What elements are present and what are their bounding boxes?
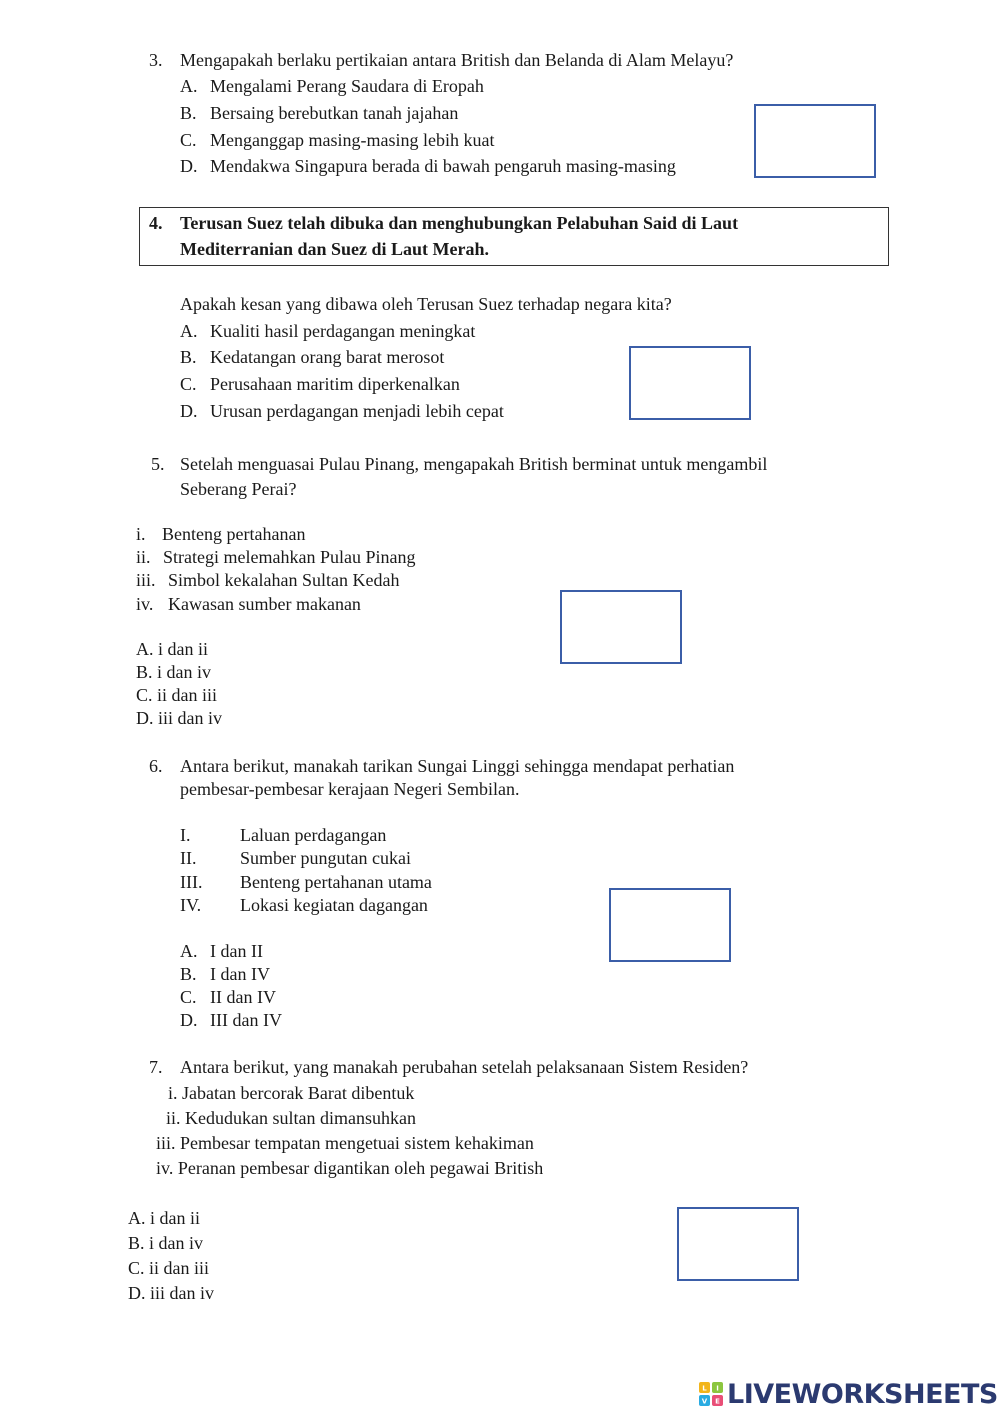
statement-text: Benteng pertahanan utama (240, 872, 432, 892)
answer-box-q7[interactable] (677, 1207, 799, 1281)
answer-box-q6[interactable] (609, 888, 731, 962)
liveworksheets-logo (699, 1377, 998, 1411)
option-letter: C. (180, 374, 197, 394)
svg-text:V: V (701, 1397, 708, 1406)
option-text: A. i dan ii (128, 1208, 200, 1228)
svg-text:I: I (716, 1384, 719, 1393)
svg-text:L: L (702, 1384, 707, 1393)
statement-roman: iv. (136, 594, 154, 614)
option-text: Urusan perdagangan menjadi lebih cepat (210, 401, 504, 421)
option-text: II dan IV (210, 987, 276, 1007)
option-letter: C. (180, 130, 197, 150)
svg-text:E: E (715, 1397, 720, 1406)
option-letter: B. (180, 347, 197, 367)
live-badge-icon (699, 1382, 723, 1406)
answer-box-q4[interactable] (629, 346, 751, 420)
statement-roman: i. (136, 524, 146, 544)
statement-text: Lokasi kegiatan dagangan (240, 895, 428, 915)
question-number: 7. (149, 1057, 163, 1077)
statement-text: Benteng pertahanan (162, 524, 306, 544)
option-letter: B. (180, 103, 197, 123)
option-text: B. i dan iv (128, 1233, 203, 1253)
option-text: Kualiti hasil perdagangan meningkat (210, 321, 476, 341)
option-text: D. iii dan iv (136, 708, 222, 728)
question-text: pembesar-pembesar kerajaan Negeri Sembilan. (180, 779, 520, 799)
option-text: I dan IV (210, 964, 270, 984)
statement-roman: ii. (136, 547, 151, 567)
option-letter: A. (180, 76, 198, 96)
question-text: Setelah menguasai Pulau Pinang, mengapakah British berminat untuk mengambil (180, 454, 768, 474)
stimulus-text: Terusan Suez telah dibuka dan menghubungkan Pelabuhan Said di Laut (180, 213, 739, 233)
statement-roman: iii. (136, 570, 156, 590)
option-text: Perusahaan maritim diperkenalkan (210, 374, 460, 394)
statement-text: iv. Peranan pembesar digantikan oleh pegawai British (156, 1158, 544, 1178)
statement-text: Simbol kekalahan Sultan Kedah (168, 570, 400, 590)
option-text: C. ii dan iii (128, 1258, 209, 1278)
statement-text: Sumber pungutan cukai (240, 848, 411, 868)
option-letter: A. (180, 321, 198, 341)
stimulus-text: Mediterranian dan Suez di Laut Merah. (180, 239, 489, 259)
question-number: 3. (149, 50, 163, 70)
option-text: C. ii dan iii (136, 685, 217, 705)
option-letter: C. (180, 987, 197, 1007)
statement-text: iii. Pembesar tempatan mengetuai sistem kehakiman (156, 1133, 534, 1153)
answer-box-q3[interactable] (754, 104, 876, 178)
option-letter: D. (180, 401, 198, 421)
option-letter: B. (180, 964, 197, 984)
statement-roman: IV. (180, 895, 202, 915)
statement-roman: III. (180, 872, 203, 892)
option-text: Bersaing berebutkan tanah jajahan (210, 103, 459, 123)
statement-roman: I. (180, 825, 191, 845)
statement-text: ii. Kedudukan sultan dimansuhkan (166, 1108, 416, 1128)
option-text: I dan II (210, 941, 263, 961)
statement-text: Kawasan sumber makanan (168, 594, 361, 614)
statement-roman: II. (180, 848, 197, 868)
option-text: B. i dan iv (136, 662, 211, 682)
option-letter: D. (180, 1010, 198, 1030)
option-text: A. i dan ii (136, 639, 208, 659)
answer-box-q5[interactable] (560, 590, 682, 664)
question-text: Antara berikut, yang manakah perubahan setelah pelaksanaan Sistem Residen? (180, 1057, 749, 1077)
brand-name: LIVEWORKSHEETS (727, 1378, 998, 1410)
question-text: Apakah kesan yang dibawa oleh Terusan Suez terhadap negara kita? (180, 294, 672, 314)
option-text: Kedatangan orang barat merosot (210, 347, 445, 367)
option-letter: A. (180, 941, 198, 961)
statement-text: i. Jabatan bercorak Barat dibentuk (168, 1083, 415, 1103)
question-text: Antara berikut, manakah tarikan Sungai Linggi sehingga mendapat perhatian (180, 756, 735, 776)
option-text: Mengalami Perang Saudara di Eropah (210, 76, 484, 96)
question-number: 4. (149, 213, 163, 233)
option-text: Mendakwa Singapura berada di bawah pengaruh masing-masing (210, 156, 676, 176)
question-number: 5. (151, 454, 165, 474)
statement-text: Laluan perdagangan (240, 825, 387, 845)
option-text: Menganggap masing-masing lebih kuat (210, 130, 495, 150)
option-text: D. iii dan iv (128, 1283, 214, 1303)
question-text: Mengapakah berlaku pertikaian antara British dan Belanda di Alam Melayu? (180, 50, 734, 70)
option-text: III dan IV (210, 1010, 282, 1030)
question-number: 6. (149, 756, 163, 776)
statement-text: Strategi melemahkan Pulau Pinang (163, 547, 416, 567)
question-text: Seberang Perai? (180, 479, 297, 499)
option-letter: D. (180, 156, 198, 176)
